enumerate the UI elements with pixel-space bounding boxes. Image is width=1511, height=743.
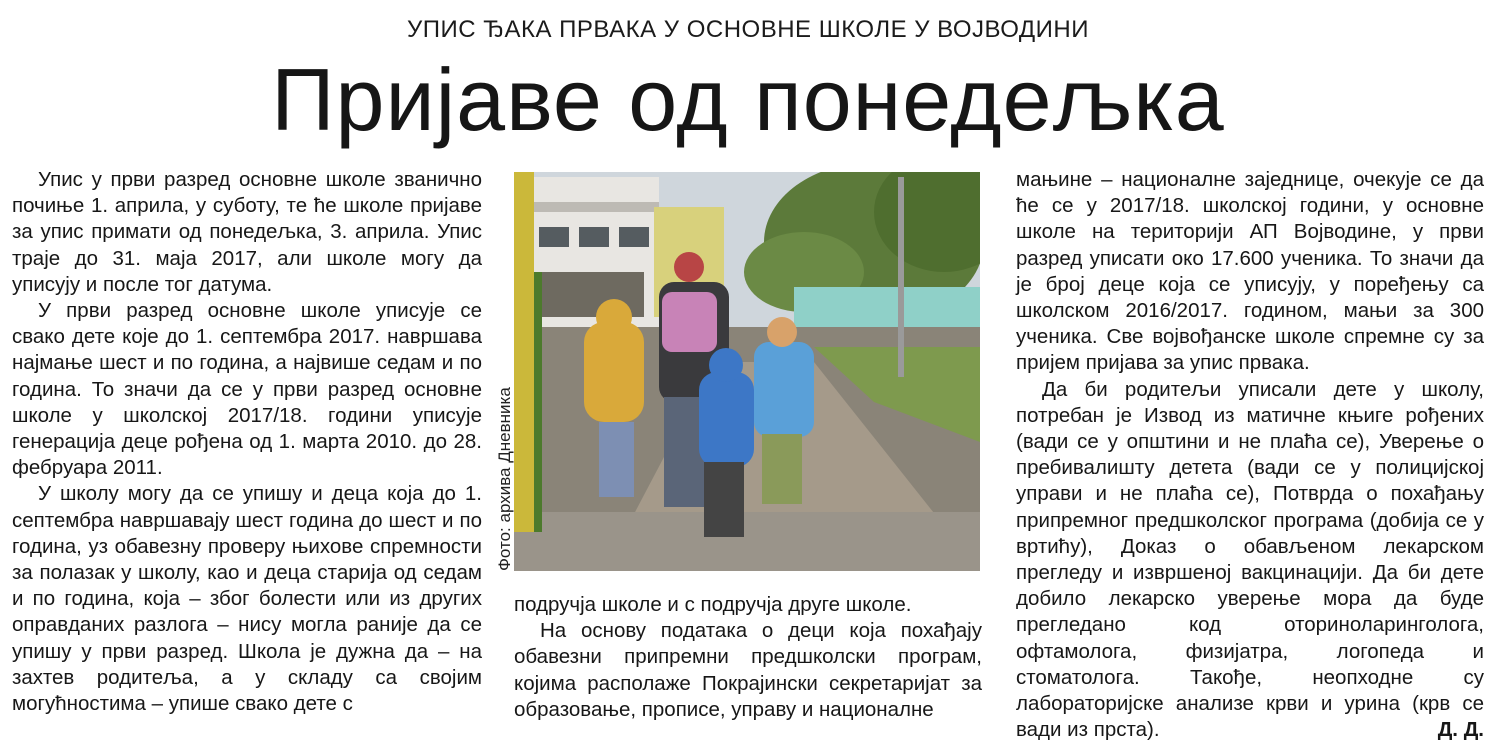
article-photo: [514, 172, 980, 571]
paragraph: У први разред основне школе уписује се свако дете које до 1. септембра 2017. навршава најмање шест и по година, а највише седам и по година. То значи да се у први разред основне школе у школској 2017/18. години уписује генерација деце рођена од 1. марта 2010. до 28. фебруара 2011.: [12, 299, 482, 480]
paragraph: [1016, 377, 1484, 743]
article-kicker: УПИС ЂАКА ПРВАКА У ОСНОВНЕ ШКОЛЕ У ВОЈВОДИНИ: [407, 16, 1089, 43]
paragraph: подручја школе и с подручја друге школе.: [514, 593, 912, 616]
paragraph: Упис у први разред основне школе званично почиње 1. априла, у суботу, те ће школе пријаве за упис примати од понедељка, 3. априла. Упис траје до 31. маја 2017, али школе могу да уписују и после тог датума.: [12, 168, 482, 296]
photo-credit: Фото: архива Дневника: [495, 387, 514, 571]
article-headline: Пријаве од понедељка: [271, 50, 1225, 149]
paragraph-text: Да би родитељи уписали дете у школу, потребан је Извод из матичне књиге рођених (вади се у општини и не плаћа се), Уверење о пребивалишту детета (вади се у полицијској управи и не плаћа се), Потврда о похађању припремног предшколског програма (добија се у вртићу), Доказ о обављеном лекарском прегледу и извршеној вакцинацији. Да би дете добило лекарско уверење мора да буде прегледано код оториноларинголога, офтамолога, физијатра, логопеда и стоматолога. Такође, неопходне су лабораторијске анализе крви и урина (крв се вади из прста).: [1016, 377, 1484, 742]
paragraph: На основу података о деци која похађају обавезни припремни предшколски програм, којима располаже Покрајински секретаријат за образовање, прописе, управу и националне: [514, 619, 982, 721]
article-column-2: [514, 592, 982, 723]
article-column-1: [12, 167, 482, 717]
article-column-3: [1016, 167, 1484, 743]
author-signature: Д. Д.: [1437, 718, 1484, 742]
paragraph: У школу могу да се упишу и деца која до 1. септембра навршавају шест година до шест и по година, уз обавезну проверу њихове спремности за полазак у школу, као и деца старија од седам и по година, која – због болести или из других оправданих разлога – нису могла раније да се упишу у први разред. Школа је дужна да – на захтев родитеља, а у складу са својим могућностима – упише свако дете с: [12, 482, 482, 716]
paragraph: мањине – националне заједнице, очекује се да ће се у 2017/18. школској години, у основне школе на територији АП Војводине, у први разред уписати око 17.600 ученика. То значи да је број деце која се уписују, у поређењу са школском 2016/2017. годином, мањи за 300 ученика. Све војвођанске школе спремне су за пријем пријава за упис првака.: [1016, 168, 1484, 375]
